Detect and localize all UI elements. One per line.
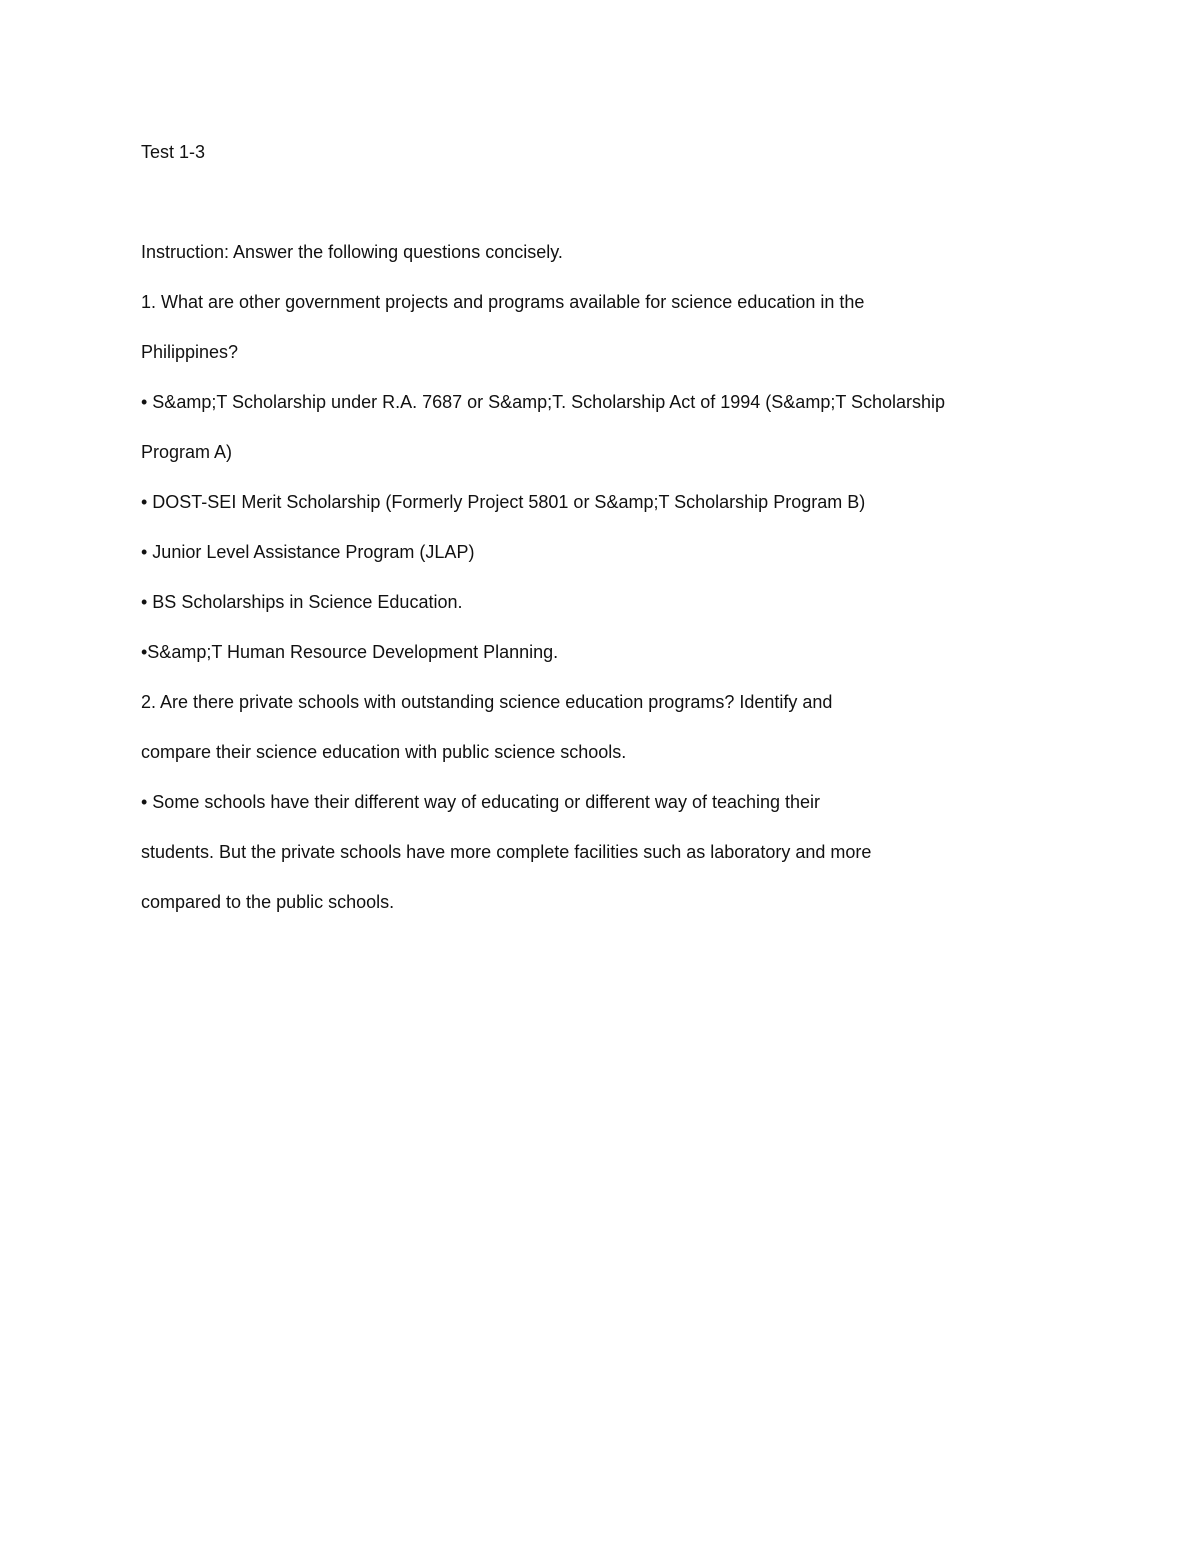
instruction-text: Instruction: Answer the following questions concisely.	[141, 242, 563, 262]
answer-1-item-1-line-2: Program A)	[141, 442, 233, 462]
answer-2-line-1: • Some schools have their different way of educating or different way of teaching their	[141, 792, 821, 812]
question-2-line-1: 2. Are there private schools with outstanding science education programs? Identify and	[141, 692, 833, 712]
question-1-line-2: Philippines?	[141, 342, 239, 362]
answer-1-item-3: • Junior Level Assistance Program (JLAP)	[141, 542, 475, 562]
answer-2-line-3: compared to the public schools.	[141, 892, 395, 912]
answer-1-item-5: •S&amp;T Human Resource Development Planning.	[141, 642, 559, 662]
question-1-line-1: 1. What are other government projects and programs available for science education in the	[141, 292, 865, 312]
answer-2-line-2: students. But the private schools have more complete facilities such as laboratory and more	[141, 842, 872, 862]
answer-1-item-1-line-1: • S&amp;T Scholarship under R.A. 7687 or S&amp;T. Scholarship Act of 1994 (S&amp;T Scholarship	[141, 392, 946, 412]
question-2-line-2: compare their science education with public science schools.	[141, 742, 627, 762]
document-title: Test 1-3	[141, 142, 206, 162]
answer-1-item-2: • DOST-SEI Merit Scholarship (Formerly Project 5801 or S&amp;T Scholarship Program B)	[141, 492, 866, 512]
document-body	[141, 140, 1041, 914]
answer-1-item-4: • BS Scholarships in Science Education.	[141, 592, 463, 612]
